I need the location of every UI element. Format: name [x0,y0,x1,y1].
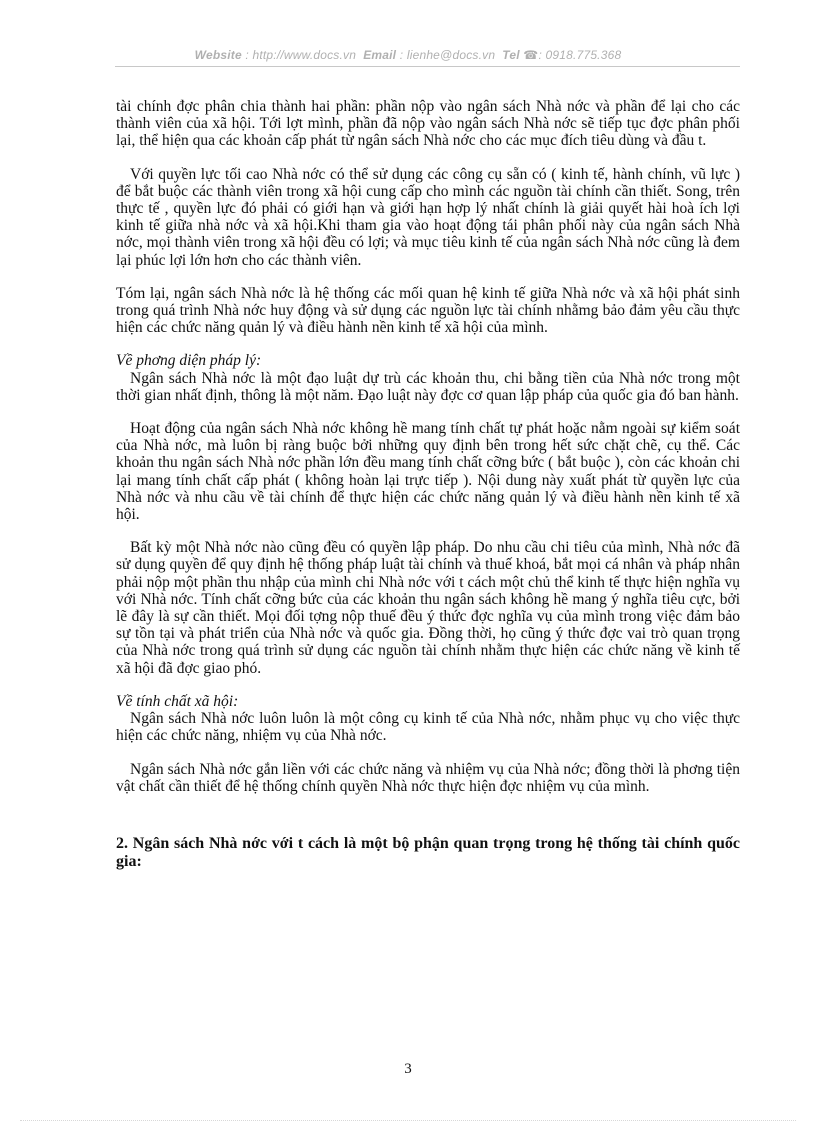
tel-label: Tel ☎ [502,48,539,62]
website-label: Website [194,48,242,62]
page-body [116,98,740,871]
paragraph-5: Hoạt động của ngân sách Nhà nớc không hề mang tính chất tự phát hoặc nằm ngoài sự kiểm soát của Nhà nớc, mà luôn bị ràng buộc bởi những quy định bên trong hết sức chặt chẽ, cụ thể. Các khoản thu ngân sách Nhà nớc phần lớn đều mang tính chất cỡng bức ( bắt buộc ), còn các khoản chi lại mang tính chất cấp phát ( không hoàn lại trực tiếp ). Nội dung này xuất phát từ quyền lực của Nhà nớc và nhu cầu về tài chính để thực hiện các chức năng quản lý và điều hành nền kinh tế xã hội. [116,420,740,524]
page-number: 3 [404,1061,412,1077]
paragraph-6: Bất kỳ một Nhà nớc nào cũng đều có quyền lập pháp. Do nhu cầu chi tiêu của mình, Nhà nớc đã sử dụng quyền để quy định hệ thống pháp luật tài chính và thuế khoá, bắt mọi cá nhân và pháp nhân phải nộp một phần thu nhập của mình chi Nhà nớc với t cách một chủ thể kinh tế thực hiện nghĩa vụ với Nhà nớc. Tính chất cỡng bức của các khoản thu ngân sách không hề mang ý nghĩa tiêu cực, bởi lẽ đây là sự cần thiết. Mọi đối tợng nộp thuế đều ý thức đợc nghĩa vụ của mình trong việc đảm bảo sự tồn tại và phát triển của Nhà nớc và quốc gia. Đồng thời, họ cũng ý thức đợc vai trò quan trọng của Nhà nớc trong quá trình sử dụng các nguồn tài chính nhằm thực hiện các chức năng về kinh tế xã hội đã đợc giao phó. [116,539,740,677]
paragraph-8: Ngân sách Nhà nớc gắn liền với các chức năng và nhiệm vụ của Nhà nớc; đồng thời là phơng tiện vật chất cần thiết để hệ thống chính quyền Nhà nớc thực hiện đợc nhiệm vụ của mình. [116,760,740,795]
website-url[interactable]: : http://www.docs.vn [245,48,357,62]
paragraph-4: Ngân sách Nhà nớc là một đạo luật dự trù các khoản thu, chi bằng tiền của Nhà nớc trong một thời gian nhất định, thông là một năm. Đạo luật này đợc cơ quan lập pháp của quốc gia đó ban hành. [116,369,740,404]
footer-divider [20,1120,796,1121]
paragraph-7: Ngân sách Nhà nớc luôn luôn là một công cụ kinh tế của Nhà nớc, nhằm phục vụ cho việc thực hiện các chức năng, nhiệm vụ của Nhà nớc. [116,710,740,745]
tel-number: : 0918.775.368 [538,48,622,62]
email-address[interactable]: : lienhe@docs.vn [399,48,496,62]
subheading-legal: Về phơng diện pháp lý: [116,352,262,370]
email-label: Email [363,48,397,62]
paragraph-2: Với quyền lực tối cao Nhà nớc có thể sử dụng các công cụ sẵn có ( kinh tế, hành chính, vũ lực ) để bắt buộc các thành viên trong xã hội cung cấp cho mình các nguồn tài chính cần thiết. Song, trên thực tế , quyền lực đó phải có giới hạn và giới hạn hợp lý nhất chính là giải quyết hài hoà ích lợi kinh tế giữa nhà nớc và xã hội.Khi tham gia vào hoạt động tái phân phối này của ngân sách Nhà nớc, mọi thành viên trong xã hội đều có lợi; và mục tiêu kinh tế của ngân sách Nhà nớc cũng là đem lại phúc lợi lớn hơn cho các thành viên. [116,165,740,269]
document-header [0,48,816,62]
section-heading: 2. Ngân sách Nhà nớc với t cách là một bộ phận quan trọng trong hệ thống tài chính quốc gia: [116,834,740,870]
paragraph-1: tài chính đợc phân chia thành hai phần: phần nộp vào ngân sách Nhà nớc và phần để lại cho các thành viên của xã hội. Tới lợt mình, phần đã nộp vào ngân sách Nhà nớc sẽ tiếp tục đợc phân phối lại, thể hiện qua các khoản cấp phát từ ngân sách Nhà nớc cho các mục đích tiêu dùng và đầu t. [116,98,740,150]
header-divider [115,66,740,67]
paragraph-3: Tóm lại, ngân sách Nhà nớc là hệ thống các mối quan hệ kinh tế giữa Nhà nớc và xã hội phát sinh trong quá trình Nhà nớc huy động và sử dụng các nguồn lực tài chính nhằmg bảo đảm yêu cầu thực hiện các chức năng quản lý và điều hành nền kinh tế xã hội của mình. [116,284,740,337]
subheading-social: Về tính chất xã hội: [116,692,239,710]
